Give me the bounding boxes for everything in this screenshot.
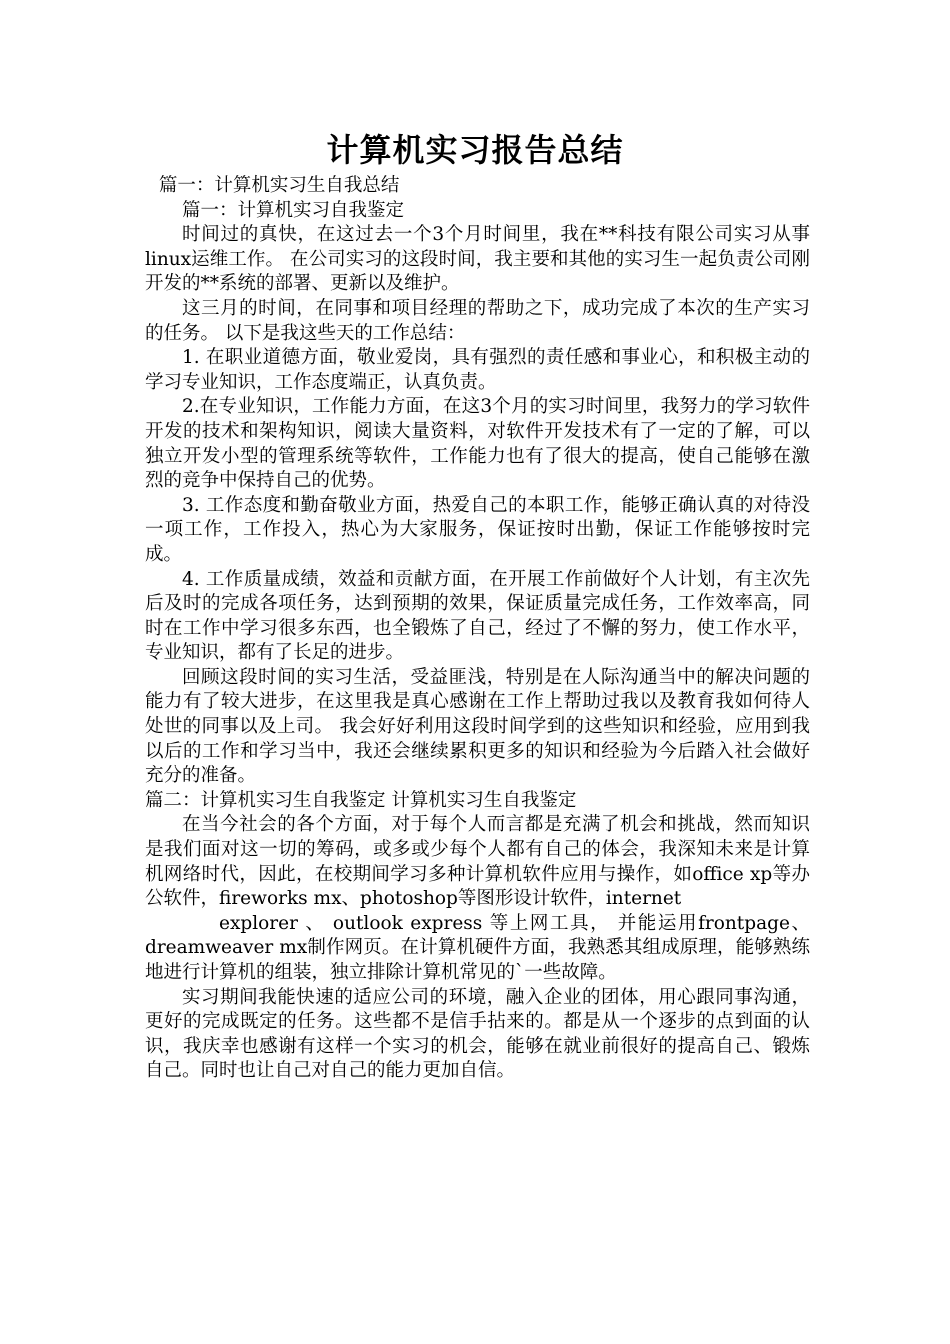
document-title: 计算机实习报告总结 <box>326 131 624 169</box>
paragraph: 这三月的时间，在同事和项目经理的帮助之下，成功完成了本次的生产实习的任务。 以下是我这些天的工作总结： <box>145 297 810 344</box>
list-item-2: 2.在专业知识，工作能力方面，在这3个月的实习时间里，我努力的学习软件开发的技术和架构知识，阅读大量资料，对软件开发技术有了一定的了解，可以独立开发小型的管理系统等软件，工作能力也有了很大的提高，使自己能够在激烈的竞争中保持自己的优势。 <box>145 396 810 492</box>
list-item-1: 1. 在职业道德方面，敬业爱岗，具有强烈的责任感和事业心，和积极主动的学习专业知识，工作态度端正，认真负责。 <box>145 347 810 393</box>
section-heading-2: 篇二：计算机实习生自我鉴定 计算机实习生自我鉴定 <box>145 789 577 811</box>
paragraph: 在当今社会的各个方面，对于每个人而言都是充满了机会和挑战，然而知识是我们面对这一切的筹码，或多或少每个人都有自己的体会，我深知未来是计算机网络时代，因此，在校期间学习多种计算机软件应用与操作，如office xp等办公软件，fireworks mx、photoshop等图形设计软件，internet <box>145 814 810 910</box>
section-heading-1: 篇一：计算机实习生自我总结 <box>158 175 400 196</box>
paragraph: 实习期间我能快速的适应公司的环境，融入企业的团体，用心跟同事沟通，更好的完成既定的任务。这些都不是信手拈来的。都是从一个逐步的点到面的认识，我庆幸也感谢有这样一个实习的机会，能够在就业前很好的提高自己、锻炼自己。同时也让自己对自己的能力更加自信。 <box>145 986 810 1082</box>
list-item-3: 3. 工作态度和勤奋敬业方面，热爱自己的本职工作，能够正确认真的对待没一项工作，工作投入，热心为大家服务，保证按时出勤，保证工作能够按时完成。 <box>145 494 810 565</box>
paragraph: 时间过的真快，在这过去一个3个月时间里，我在**科技有限公司实习从事linux运维工作。 在公司实习的这段时间，我主要和其他的实习生一起负责公司刚开发的**系统的部署、更新以及维护。 <box>145 224 810 295</box>
paragraph: 回顾这段时间的实习生活，受益匪浅，特别是在人际沟通当中的解决问题的能力有了较大进步，在这里我是真心感谢在工作上帮助过我以及教育我如何待人处世的同事以及上司。 我会好好利用这段时间学到的这些知识和经验，应用到我以后的工作和学习当中，我还会继续累积更多的知识和经验为今后踏入社会做好充分的准备。 <box>145 666 810 787</box>
paragraph: explorer 、 outlook express 等上网工具， 并能运用frontpage、dreamweaver mx制作网页。在计算机硬件方面，我熟悉其组成原理，能够熟练地进行计算机的组装，独立排除计算机常见的`一些故障。 <box>145 912 810 983</box>
subsection-heading-1: 篇一：计算机实习自我鉴定 <box>182 199 405 221</box>
document-body <box>145 174 810 1084</box>
list-item-4: 4. 工作质量成绩，效益和贡献方面，在开展工作前做好个人计划，有主次先后及时的完成各项任务，达到预期的效果，保证质量完成任务，工作效率高，同时在工作中学习很多东西，也全锻炼了自己，经过了不懈的努力，使工作水平，专业知识，都有了长足的进步。 <box>145 568 810 664</box>
